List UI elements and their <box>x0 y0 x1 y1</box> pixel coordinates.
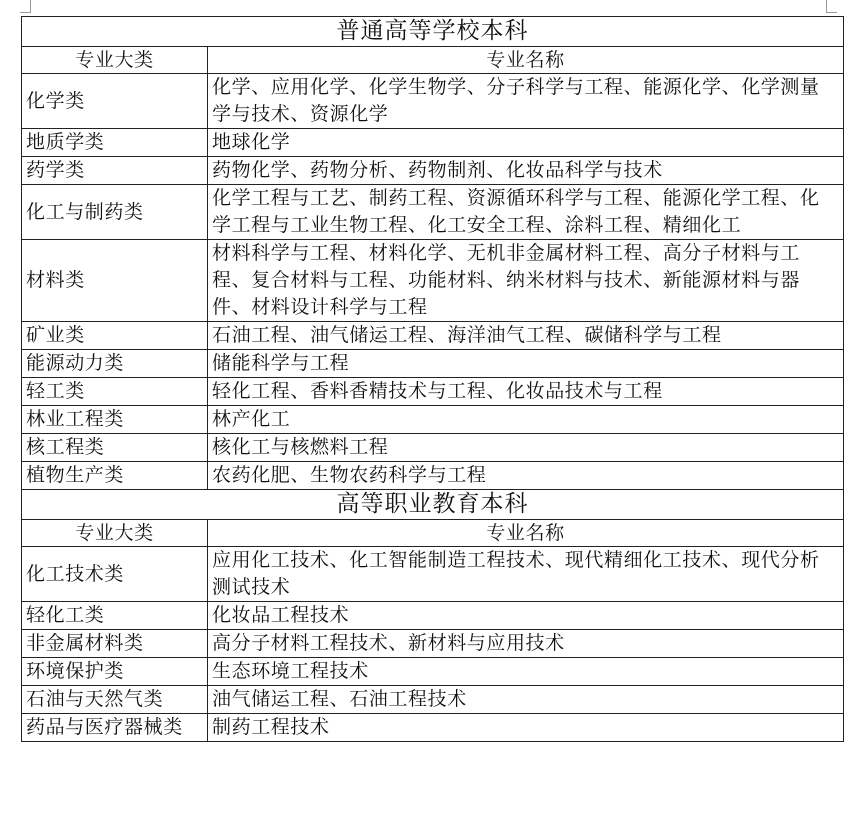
table-row <box>22 462 844 490</box>
category-cell: 化工技术类 <box>22 547 208 602</box>
majors-cell: 高分子材料工程技术、新材料与应用技术 <box>208 630 844 658</box>
table-row <box>22 602 844 630</box>
majors-cell: 化妆品工程技术 <box>208 602 844 630</box>
majors-cell: 生态环境工程技术 <box>208 658 844 686</box>
majors-cell: 石油工程、油气储运工程、海洋油气工程、碳储科学与工程 <box>208 322 844 350</box>
table-row <box>22 240 844 322</box>
table-row <box>22 434 844 462</box>
majors-cell: 化学工程与工艺、制药工程、资源循环科学与工程、能源化学工程、化学工程与工业生物工程、化工安全工程、涂料工程、精细化工 <box>208 185 844 240</box>
table-row <box>22 714 844 742</box>
majors-cell: 应用化工技术、化工智能制造工程技术、现代精细化工技术、现代分析测试技术 <box>208 547 844 602</box>
column-header-category: 专业大类 <box>22 520 208 547</box>
category-cell: 材料类 <box>22 240 208 322</box>
page-corner-mark-left <box>20 0 31 13</box>
category-cell: 轻化工类 <box>22 602 208 630</box>
majors-cell: 油气储运工程、石油工程技术 <box>208 686 844 714</box>
table-row <box>22 185 844 240</box>
category-cell: 矿业类 <box>22 322 208 350</box>
column-header-majors: 专业名称 <box>208 520 844 547</box>
table-row <box>22 658 844 686</box>
category-cell: 非金属材料类 <box>22 630 208 658</box>
category-cell: 能源动力类 <box>22 350 208 378</box>
page-corner-mark-right <box>826 0 837 13</box>
category-cell: 化工与制药类 <box>22 185 208 240</box>
category-cell: 轻工类 <box>22 378 208 406</box>
table-row <box>22 350 844 378</box>
section-title: 普通高等学校本科 <box>22 17 844 47</box>
majors-cell: 核化工与核燃料工程 <box>208 434 844 462</box>
column-header-category: 专业大类 <box>22 47 208 74</box>
category-cell: 林业工程类 <box>22 406 208 434</box>
table-row <box>22 547 844 602</box>
column-header-majors: 专业名称 <box>208 47 844 74</box>
majors-cell: 地球化学 <box>208 129 844 157</box>
table-row <box>22 630 844 658</box>
table-row <box>22 322 844 350</box>
category-cell: 化学类 <box>22 74 208 129</box>
category-cell: 核工程类 <box>22 434 208 462</box>
table-row <box>22 406 844 434</box>
column-header-row <box>22 47 844 74</box>
majors-cell: 农药化肥、生物农药科学与工程 <box>208 462 844 490</box>
major-catalog-table <box>21 16 844 742</box>
majors-cell: 林产化工 <box>208 406 844 434</box>
table-row <box>22 686 844 714</box>
majors-cell: 制药工程技术 <box>208 714 844 742</box>
majors-cell: 轻化工程、香料香精技术与工程、化妆品技术与工程 <box>208 378 844 406</box>
table-row <box>22 157 844 185</box>
table-row <box>22 378 844 406</box>
section-title-row <box>22 17 844 47</box>
category-cell: 石油与天然气类 <box>22 686 208 714</box>
section-title-row <box>22 490 844 520</box>
majors-cell: 储能科学与工程 <box>208 350 844 378</box>
majors-cell: 材料科学与工程、材料化学、无机非金属材料工程、高分子材料与工程、复合材料与工程、功能材料、纳米材料与技术、新能源材料与器件、材料设计科学与工程 <box>208 240 844 322</box>
table-row <box>22 74 844 129</box>
category-cell: 药品与医疗器械类 <box>22 714 208 742</box>
section-title: 高等职业教育本科 <box>22 490 844 520</box>
category-cell: 药学类 <box>22 157 208 185</box>
table-row <box>22 129 844 157</box>
column-header-row <box>22 520 844 547</box>
category-cell: 地质学类 <box>22 129 208 157</box>
category-cell: 植物生产类 <box>22 462 208 490</box>
majors-cell: 药物化学、药物分析、药物制剂、化妆品科学与技术 <box>208 157 844 185</box>
category-cell: 环境保护类 <box>22 658 208 686</box>
majors-cell: 化学、应用化学、化学生物学、分子科学与工程、能源化学、化学测量学与技术、资源化学 <box>208 74 844 129</box>
